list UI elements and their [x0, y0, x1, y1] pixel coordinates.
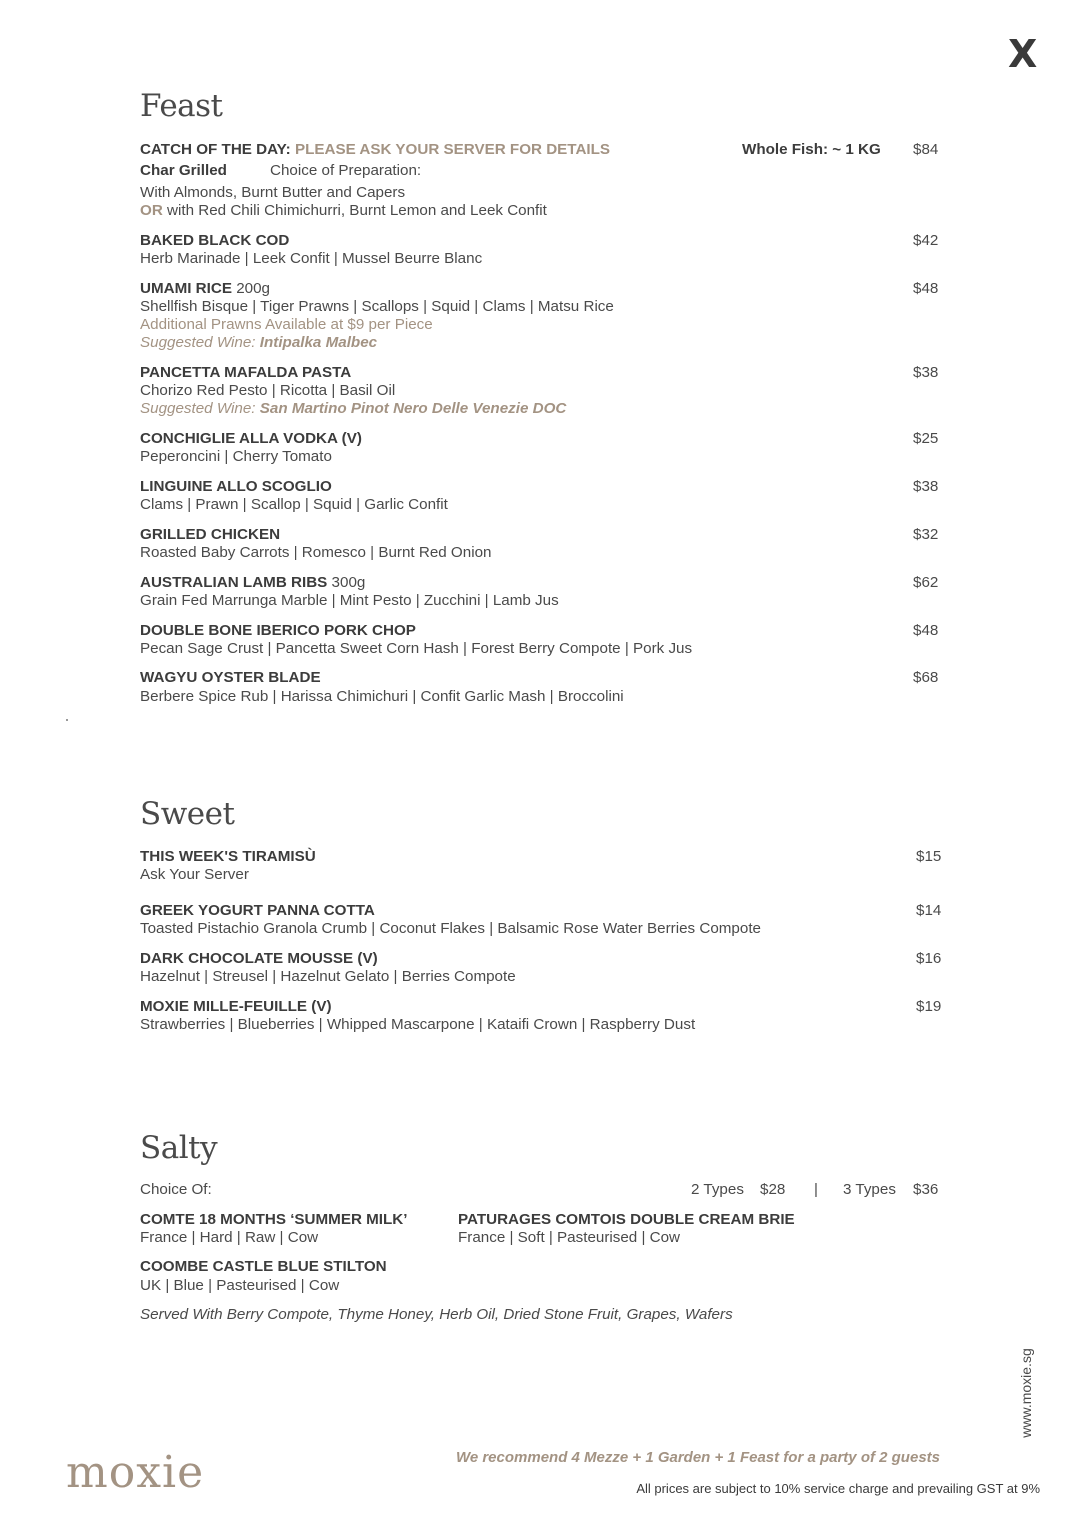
catch-price: $84: [913, 141, 939, 158]
menu-item-desc: Peperoncini | Cherry Tomato: [140, 448, 332, 465]
choice-of-label: Choice Of:: [140, 1181, 212, 1198]
menu-item-price: $25: [913, 430, 939, 447]
choice-of-preparation: Choice of Preparation:: [270, 162, 422, 179]
close-mark: X: [1008, 32, 1038, 76]
menu-item-price: $15: [916, 848, 942, 865]
catch-or: OR: [140, 202, 163, 219]
two-types-price: $28: [760, 1181, 786, 1198]
menu-item-desc: Strawberries | Blueberries | Whipped Mascarpone | Kataifi Crown | Raspberry Dust: [140, 1016, 696, 1033]
menu-item-price: $16: [916, 950, 942, 967]
cheese-desc: France | Soft | Pasteurised | Cow: [458, 1229, 681, 1246]
section-title-salty: Salty: [140, 1130, 218, 1166]
menu-item-name: LINGUINE ALLO SCOGLIO: [140, 478, 332, 495]
cheese-desc: UK | Blue | Pasteurised | Cow: [140, 1277, 340, 1294]
menu-item-desc: Herb Marinade | Leek Confit | Mussel Beurre Blanc: [140, 250, 483, 267]
menu-item-price: $32: [913, 526, 939, 543]
stray-dot: [66, 719, 68, 721]
recommendation-note: We recommend 4 Mezze + 1 Garden + 1 Feast for a party of 2 guests: [455, 1449, 940, 1466]
menu-item-price: $19: [916, 998, 942, 1015]
whole-fish-label: Whole Fish: ~ 1 KG: [742, 141, 881, 158]
suggested-wine: Suggested Wine: San Martino Pinot Nero Delle Venezie DOC: [140, 400, 567, 417]
char-grilled-line: [140, 162, 227, 180]
catch-option-2: with Red Chili Chimichurri, Burnt Lemon and Leek Confit: [167, 202, 547, 219]
menu-item-desc: Berbere Spice Rub | Harissa Chimichuri | Confit Garlic Mash | Broccolini: [140, 688, 624, 705]
suggested-wine: Suggested Wine: Intipalka Malbec: [140, 334, 378, 351]
menu-item-price: $68: [913, 669, 939, 686]
menu-item-name: UMAMI RICE 200g: [140, 280, 270, 297]
menu-item-desc: Chorizo Red Pesto | Ricotta | Basil Oil: [140, 382, 396, 399]
menu-item-price: $14: [916, 902, 942, 919]
menu-item-desc: Shellfish Bisque | Tiger Prawns | Scallops | Squid | Clams | Matsu Rice: [140, 298, 614, 315]
char-grilled: Char Grilled: [140, 162, 227, 179]
menu-item-name: MOXIE MILLE-FEUILLE (V): [140, 998, 332, 1015]
section-title-sweet: Sweet: [140, 796, 235, 832]
menu-item-desc: Hazelnut | Streusel | Hazelnut Gelato | Berries Compote: [140, 968, 516, 985]
menu-item-desc: Pecan Sage Crust | Pancetta Sweet Corn Hash | Forest Berry Compote | Pork Jus: [140, 640, 693, 657]
menu-item-name: GRILLED CHICKEN: [140, 526, 281, 543]
menu-item-price: $38: [913, 364, 939, 381]
catch-ask: PLEASE ASK YOUR SERVER FOR DETAILS: [294, 141, 611, 158]
three-types-label: 3 Types: [843, 1181, 896, 1198]
catch-label: CATCH OF THE DAY:: [140, 141, 291, 158]
menu-item-price: $38: [913, 478, 939, 495]
cheese-desc: France | Hard | Raw | Cow: [140, 1229, 319, 1246]
menu-item-desc: Ask Your Server: [140, 866, 249, 883]
menu-item-name: DOUBLE BONE IBERICO PORK CHOP: [140, 622, 416, 639]
menu-item-name: THIS WEEK'S TIRAMISÙ: [140, 848, 316, 865]
menu-item-name: PANCETTA MAFALDA PASTA: [140, 364, 352, 381]
menu-item-name: DARK CHOCOLATE MOUSSE (V): [140, 950, 378, 967]
three-types-price: $36: [913, 1181, 939, 1198]
menu-item-name: BAKED BLACK COD: [140, 232, 290, 249]
menu-item-extra: Additional Prawns Available at $9 per Piece: [140, 316, 433, 333]
catch-option-1: With Almonds, Burnt Butter and Capers: [140, 184, 406, 201]
menu-item-name: WAGYU OYSTER BLADE: [140, 669, 321, 686]
served-with-note: Served With Berry Compote, Thyme Honey, Herb Oil, Dried Stone Fruit, Grapes, Wafers: [140, 1306, 733, 1323]
moxie-logo: moxie: [66, 1447, 205, 1498]
website-url: www.moxie.sg: [1018, 1348, 1034, 1438]
menu-item-desc: Clams | Prawn | Scallop | Squid | Garlic Confit: [140, 496, 448, 513]
price-separator: |: [814, 1181, 818, 1198]
menu-item-price: $48: [913, 280, 939, 297]
menu-item-name: AUSTRALIAN LAMB RIBS 300g: [140, 574, 366, 591]
menu-item-name: CONCHIGLIE ALLA VODKA (V): [140, 430, 362, 447]
menu-item-desc: Roasted Baby Carrots | Romesco | Burnt Red Onion: [140, 544, 492, 561]
price-disclaimer: All prices are subject to 10% service charge and prevailing GST at 9%: [636, 1481, 1040, 1496]
menu-item-name: GREEK YOGURT PANNA COTTA: [140, 902, 375, 919]
catch-of-day-line: [140, 141, 610, 159]
two-types-label: 2 Types: [691, 1181, 744, 1198]
cheese-name: COMTE 18 MONTHS ‘SUMMER MILK’: [140, 1211, 408, 1228]
menu-item-price: $62: [913, 574, 939, 591]
cheese-name: COOMBE CASTLE BLUE STILTON: [140, 1258, 387, 1275]
section-title-feast: Feast: [140, 88, 223, 124]
catch-option-2-line: [140, 202, 547, 220]
menu-item-price: $48: [913, 622, 939, 639]
menu-item-desc: Toasted Pistachio Granola Crumb | Coconut Flakes | Balsamic Rose Water Berries Compote: [140, 920, 761, 937]
menu-item-price: $42: [913, 232, 939, 249]
cheese-name: PATURAGES COMTOIS DOUBLE CREAM BRIE: [458, 1211, 795, 1228]
menu-item-desc: Grain Fed Marrunga Marble | Mint Pesto | Zucchini | Lamb Jus: [140, 592, 559, 609]
